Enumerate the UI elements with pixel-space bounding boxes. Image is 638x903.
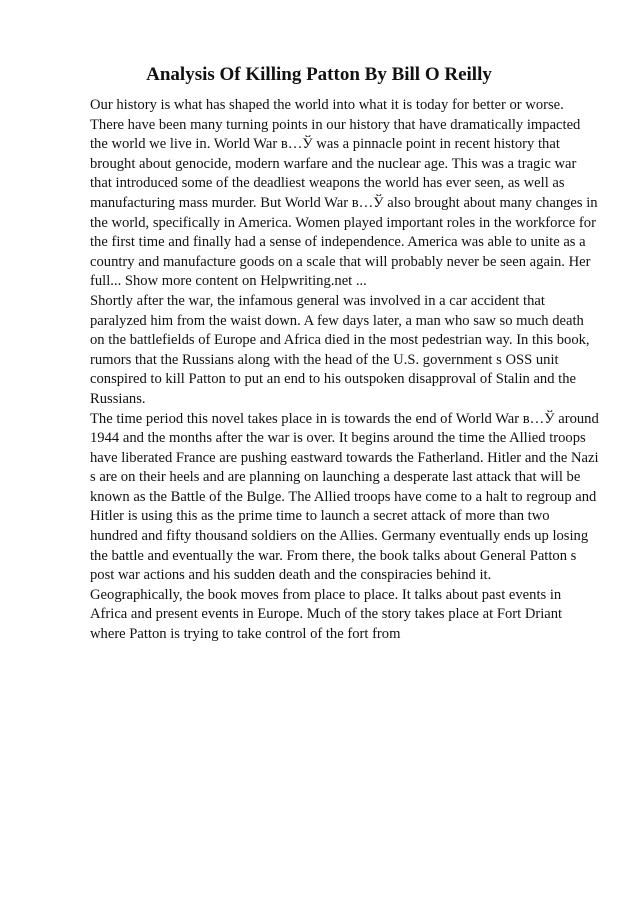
- document-body: [90, 96, 600, 645]
- paragraph-accident: Shortly after the war, the infamous general was involved in a car accident that paralyzed him from the waist down. A few days later, a man who saw so much death on the battlefields of Europe and Africa died in the most pedestrian way. In this book, rumors that the Russians along with the head of the U.S. government s OSS unit conspired to kill Patton to put an end to his outspoken disapproval of Stalin and the Russians.: [90, 292, 590, 407]
- paragraph-time-period: The time period this novel takes place in is towards the end of World War в…Ў around 1944 and the months after the war is over. It begins around the time the Allied troops have liberated France are pushing eastward towards the Fatherland. Hitler and the Nazi s are on their heels and are planning on launching a desperate last attack that will be known as the Battle of the Bulge. The Allied troops have come to a halt to regroup and Hitler is using this as the prime time to launch a secret attack of more than two hundred and fifty thousand soldiers on the Allies. Germany eventually ends up losing the battle and eventually the war. From there, the book talks about General Patton s post war actions and his sudden death and the conspiracies behind it.: [90, 410, 599, 584]
- document-title: Analysis Of Killing Patton By Bill O Reilly: [146, 64, 492, 85]
- paragraph-geography: Geographically, the book moves from place to place. It talks about past events in Africa and present events in Europe. Much of the story takes place at Fort Driant where Patton is trying to take control of the fort from: [90, 586, 563, 643]
- paragraph-intro: Our history is what has shaped the world into what it is today for better or worse. There have been many turning points in our history that have dramatically impacted the world we live in. World War в…Ў was a pinnacle point in recent history that brought about genocide, modern warfare and the nuclear age. This was a tragic war that introduced some of the deadliest weapons the world has ever seen, as well as manufacturing mass murder. But World War в…Ў also brought about many changes in the world, specifically in America. Women played important roles in the workforce for the first time and finally had a sense of independence. America was able to unite as a country and manufacture goods on a scale that will probably never be seen again. Her full... Show more content on Helpwriting.net ...: [90, 97, 598, 290]
